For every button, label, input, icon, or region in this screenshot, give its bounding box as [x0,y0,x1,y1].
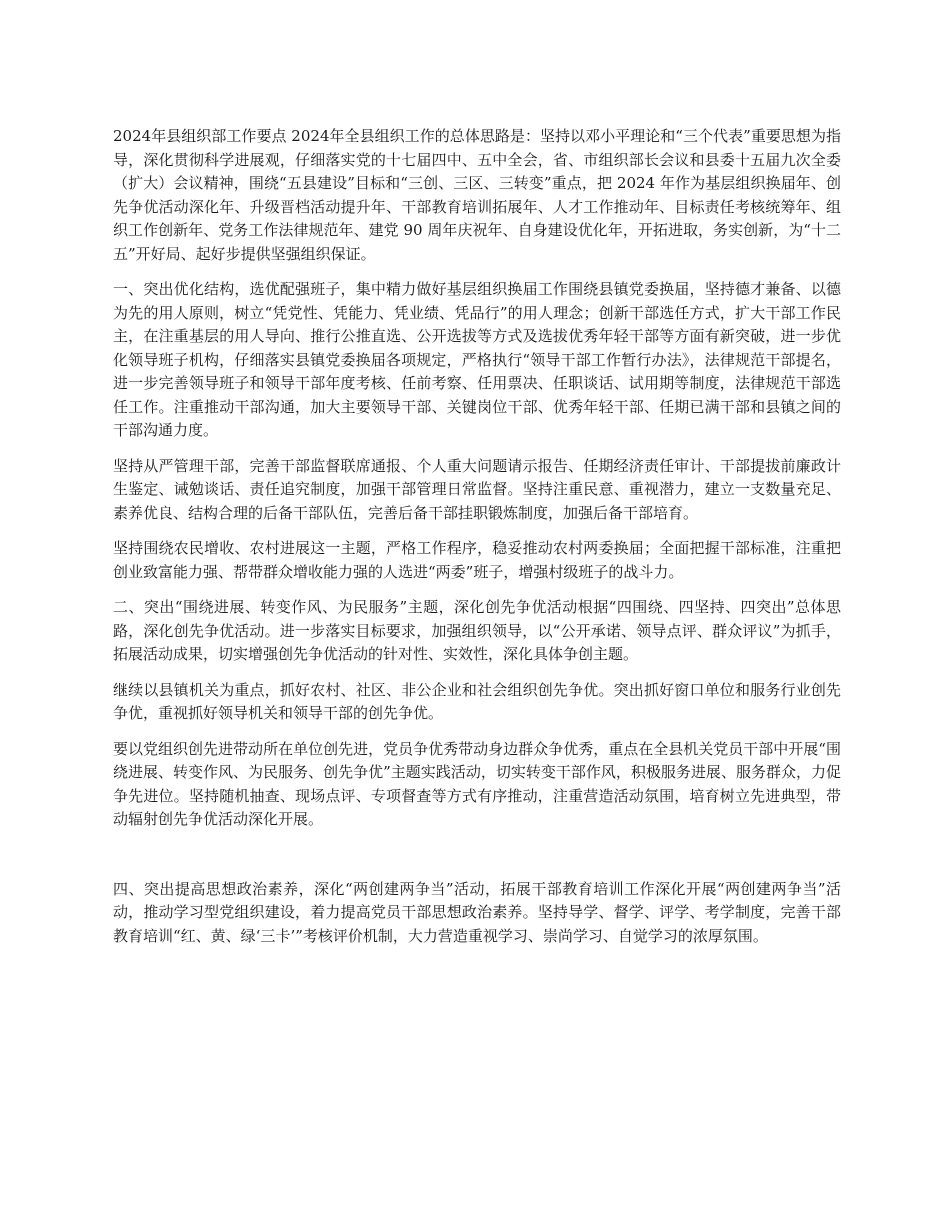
paragraph-section-two: 二、突出“围绕进展、转变作风、为民服务”主题，深化创先争优活动根据“四围绕、四坚持、四突出”总体思路，深化创先争优活动。进一步落实目标要求，加强组织领导，以“公开承诺、领导点评、群众评议”为抓手，拓展活动成果，切实增强创先争优活动的针对性、实效性，深化具体争创主题。 [113,598,841,663]
section-gap [113,844,841,878]
paragraph-village-election: 坚持围绕农民增收、农村进展这一主题，严格工作程序，稳妥推动农村两委换届；全面把握干部标准，注重把创业致富能力强、帮带群众增收能力强的人选进“两委”班子，增强村级班子的战斗力。 [113,539,841,581]
paragraph-intro: 2024年县组织部工作要点 2024年全县组织工作的总体思路是：坚持以邓小平理论和“三个代表”重要思想为指导，深化贯彻科学进展观，仔细落实党的十七届四中、五中全会，省、市组织部长会议和县委十五届九次全委（扩大）会议精神，围绕“五县建设”目标和“三创、三区、三转变”重点，把 2024 年作为基层组织换届年、创先争优活动深化年、升级晋档活动提升年、干部教育培训拓展年、人才工作推动年、目标责任考核统筹年、组织工作创新年、党务工作法律规范年、建党 90 周年庆祝年、自身建设优化年，开拓进取，务实创新，为“十二五”开好局、起好步提供坚强组织保证。 [113,127,841,263]
paragraph-cadre-management: 坚持从严管理干部，完善干部监督联席通报、个人重大问题请示报告、任期经济责任审计、干部提拔前廉政计生鉴定、诫勉谈话、责任追究制度，加强干部管理日常监督。坚持注重民意、重视潜力，建立一支数量充足、素养优良、结构合理的后备干部队伍，完善后备干部挂职锻炼制度，加强后备干部培育。 [113,456,841,522]
paragraph-section-four: 四、突出提高思想政治素养，深化“两创建两争当”活动，拓展干部教育培训工作深化开展“两创建两争当”活动，推动学习型党组织建设，着力提高党员干部思想政治素养。坚持导学、督学、评学、考学制度，完善干部教育培训“红、黄、绿‘三卡’”考核评价机制，大力营造重视学习、崇尚学习、自觉学习的浓厚氛围。 [113,879,841,945]
paragraph-section-one: 一、突出优化结构，选优配强班子，集中精力做好基层组织换届工作围绕县镇党委换届，坚持德才兼备、以德为先的用人原则，树立“凭党性、凭能力、凭业绩、凭品行”的用人理念；创新干部选任方式，扩大干部工作民主，在注重基层的用人导向、推行公推直选、公开选拔等方式及选拔优秀年轻干部等方面有新突破，进一步优化领导班子机构，仔细落实县镇党委换届各项规定，严格执行“领导干部工作暂行办法》，法律规范干部提名，进一步完善领导班子和领导干部年度考核、任前考察、任用票决、任职谈话、试用期等制度，法律规范干部选任工作。注重推动干部沟通，加大主要领导干部、关键岗位干部、优秀年轻干部、任期已满干部和县镇之间的干部沟通力度。 [113,280,841,439]
paragraph-party-members: 要以党组织创先进带动所在单位创先进，党员争优秀带动身边群众争优秀，重点在全县机关党员干部中开展“围绕进展、转变作风、为民服务、创先争优”主题实践活动，切实转变干部作风，积极服务进展、服务群众，力促争先进位。坚持随机抽查、现场点评、专项督查等方式有序推动，注重营造活动氛围，培育树立先进典型，带动辐射创先争优活动深化开展。 [113,739,841,828]
document-body [113,125,841,960]
paragraph-county-organs: 继续以县镇机关为重点，抓好农村、社区、非公企业和社会组织创先争优。突出抓好窗口单位和服务行业创先争优，重视抓好领导机关和领导干部的创先争优。 [113,680,841,722]
